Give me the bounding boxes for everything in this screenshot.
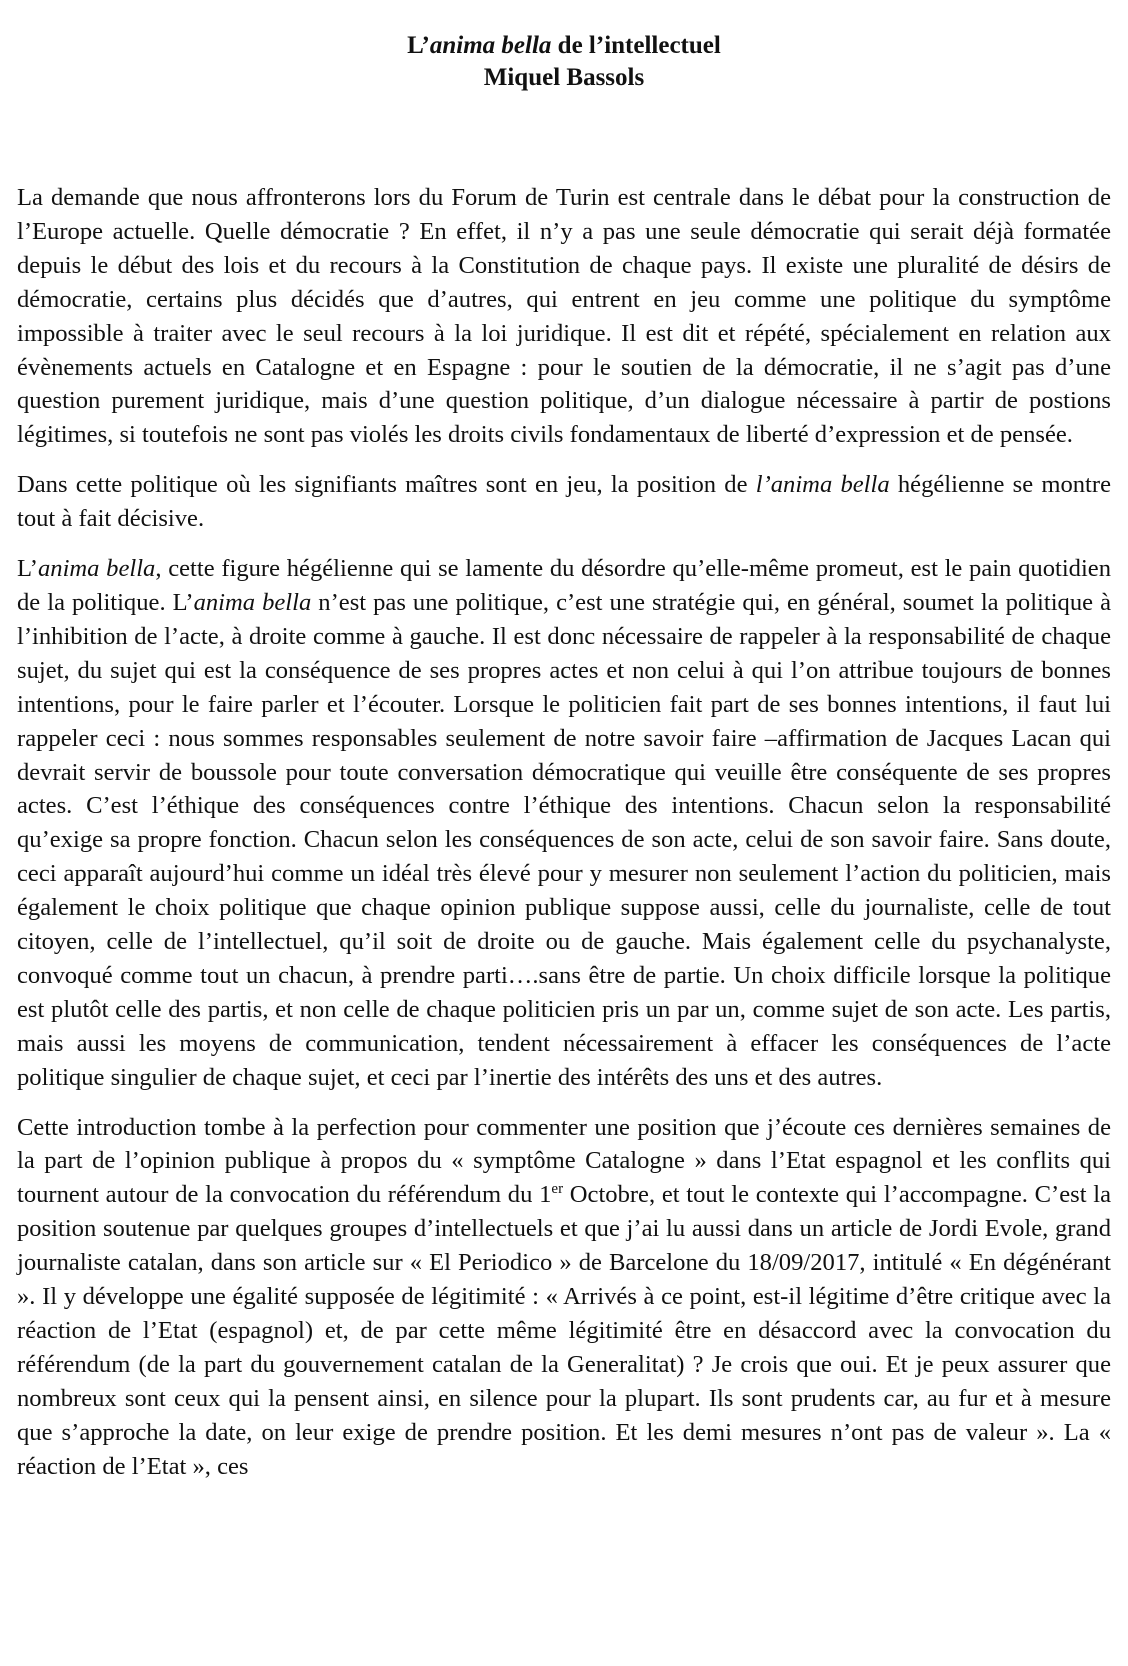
document-body — [17, 181, 1111, 1500]
paragraph-2 — [17, 468, 1111, 536]
paragraph-3 — [17, 552, 1111, 1095]
title-italic: anima bella — [429, 32, 552, 59]
document-author: Miquel Bassols — [483, 64, 645, 91]
paragraph-4-superscript: er — [551, 1181, 564, 1198]
title-prefix: L’ — [407, 32, 430, 59]
paragraph-2-italic: l’anima bella — [755, 471, 890, 499]
title-suffix: de l’intellectuel — [551, 32, 721, 59]
paragraph-3-text-a: L’ — [17, 555, 38, 583]
paragraph-2-text-b: hégélienne se montre tout à fait décisive. — [17, 471, 1111, 533]
paragraph-3-text-c: n’est pas une politique, c’est une stratégie qui, en général, soumet la politique à l’inhibition de l’acte, à droite comme à gauche. Il est donc nécessaire de rappeler à la responsabilité de chaque sujet, du sujet qui est la conséquence de ses propres actes et non celui à qui l’on attribue toujours de bonnes intentions, pour le faire parler et l’écouter. Lorsque le politicien fait part de ses bonnes intentions, il faut lui rappeler ceci : nous sommes responsables seulement de notre savoir faire –affirmation de Jacques Lacan qui devrait servir de boussole pour toute conversation démocratique qui veuille être conséquente de ses propres actes. C’est l’éthique des conséquences contre l’éthique des intentions. Chacun selon la responsabilité qu’exige sa propre fonction. Chacun selon les conséquences de son acte, celui de son savoir faire. Sans doute, ceci apparaît aujourd’hui comme un idéal très élevé pour y mesurer non seulement l’action du politicien, mais également le choix politique que chaque opinion publique suppose aussi, celle du journaliste, celle de tout citoyen, celle de l’intellectuel, qu’il soit de droite ou de gauche. Mais également celle du psychanalyste, convoqué comme tout un chacun, à prendre parti….sans être de partie. Un choix difficile lorsque la politique est plutôt celle des partis, et non celle de chaque politicien pris un par un, comme sujet de son acte. Les partis, mais aussi les moyens de communication, tendent nécessairement à effacer les conséquences de l’acte politique singulier de chaque sujet, et ceci par l’inertie des intérêts des uns et des autres. — [17, 588, 1111, 1091]
paragraph-4-text-a: Cette introduction tombe à la perfection pour commenter une position que j’écoute ces dernières semaines de la part de l’opinion publique à propos du « symptôme Catalogne » dans l’Etat espagnol et les conflits qui tournent autour de la convocation du référendum du 1 — [17, 1113, 1111, 1209]
document-title — [0, 30, 1128, 62]
paragraph-3-text-b: , cette figure hégélienne qui se lamente du désordre qu’elle-même promeut, est le pain quotidien de la politique. L’ — [17, 555, 1111, 616]
document-header — [0, 30, 1128, 94]
paragraph-3-italic-2: anima bella — [193, 588, 312, 616]
paragraph-4-text-b: Octobre, et tout le contexte qui l’accompagne. C’est la position soutenue par quelques groupes d’intellectuels et que j’ai lu aussi dans un article de Jordi Evole, grand journaliste catalan, dans son article sur « El Periodico » de Barcelone du 18/09/2017, intitulé « En dégénérant ». Il y développe une égalité supposée de légitimité : « Arrivés à ce point, est-il légitime d’être critique avec la réaction de l’Etat (espagnol) et, de par cette même légitimité être en désaccord avec la convocation du référendum (de la part du gouvernement catalan de la Generalitat) ? Je crois que oui. Et je peux assurer que nombreux sont ceux qui la pensent ainsi, en silence pour la plupart. Ils sont prudents car, au fur et à mesure que s’approche la date, on leur exige de prendre position. Et les demi mesures n’ont pas de valeur ». La « réaction de l’Etat », ces — [17, 1181, 1111, 1480]
paragraph-2-text-a: Dans cette politique où les signifiants maîtres sont en jeu, la position de — [17, 471, 756, 499]
paragraph-3-italic-1: anima bella — [37, 555, 156, 583]
paragraph-4 — [17, 1111, 1111, 1484]
paragraph-1: La demande que nous affronterons lors du Forum de Turin est centrale dans le débat pour la construction de l’Europe actuelle. Quelle démocratie ? En effet, il n’y a pas une seule démocratie qui serait déjà formatée depuis le début des lois et du recours à la Constitution de chaque pays. Il existe une pluralité de désirs de démocratie, certains plus décidés que d’autres, qui entrent en jeu comme une politique du symptôme impossible à traiter avec le seul recours à la loi juridique. Il est dit et répété, spécialement en relation aux évènements actuels en Catalogne et en Espagne : pour le soutien de la démocratie, il ne s’agit pas d’une question purement juridique, mais d’une question politique, d’un dialogue nécessaire à partir de postions légitimes, si toutefois ne sont pas violés les droits civils fondamentaux de liberté d’expression et de pensée. — [17, 184, 1111, 449]
